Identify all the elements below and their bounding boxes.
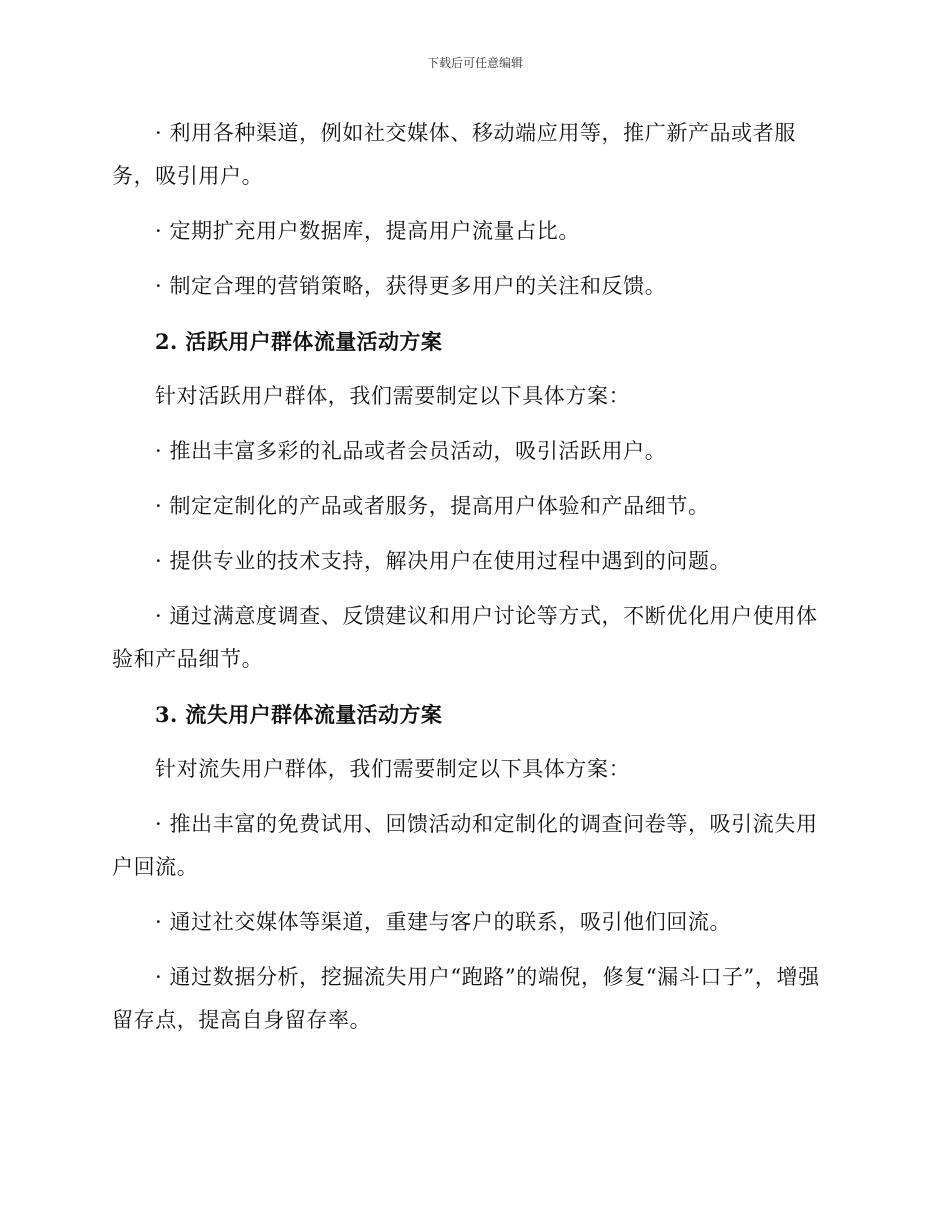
section-heading-active-users: 2. 活跃用户群体流量活动方案: [155, 329, 443, 354]
bullet-rebuild-contact: · 通过社交媒体等渠道，重建与客户的联系，吸引他们回流。: [155, 910, 732, 934]
churned-users-intro: 针对流失用户群体，我们需要制定以下具体方案：: [155, 757, 631, 781]
section-heading-churned-users: 3. 流失用户群体流量活动方案: [155, 702, 443, 727]
bullet-expand-database: · 定期扩充用户数据库，提高用户流量占比。: [155, 219, 580, 243]
bullet-free-trials: · 推出丰富的免费试用、回馈活动和定制化的调查问卷等，吸引流失用户回流。: [112, 812, 818, 879]
bullet-data-analysis: · 通过数据分析，挖掘流失用户“跑路”的端倪，修复“漏斗口子”，增强留存点，提高自身留存率。: [112, 965, 820, 1032]
bullet-promote-channels: · 利用各种渠道，例如社交媒体、移动端应用等，推广新产品或者服务，吸引用户。: [112, 121, 796, 188]
page-header: 下载后可任意编辑: [426, 56, 523, 70]
bullet-marketing-strategy: · 制定合理的营销策略，获得更多用户的关注和反馈。: [155, 274, 667, 298]
bullet-gifts-membership: · 推出丰富多彩的礼品或者会员活动，吸引活跃用户。: [155, 439, 667, 463]
bullet-tech-support: · 提供专业的技术支持，解决用户在使用过程中遇到的问题。: [155, 549, 732, 573]
document-body: [112, 112, 828, 1054]
bullet-satisfaction-survey: · 通过满意度调查、反馈建议和用户讨论等方式，不断优化用户使用体验和产品细节。: [112, 604, 818, 671]
active-users-intro: 针对活跃用户群体，我们需要制定以下具体方案：: [155, 384, 631, 408]
bullet-customized-products: · 制定定制化的产品或者服务，提高用户体验和产品细节。: [155, 494, 710, 518]
